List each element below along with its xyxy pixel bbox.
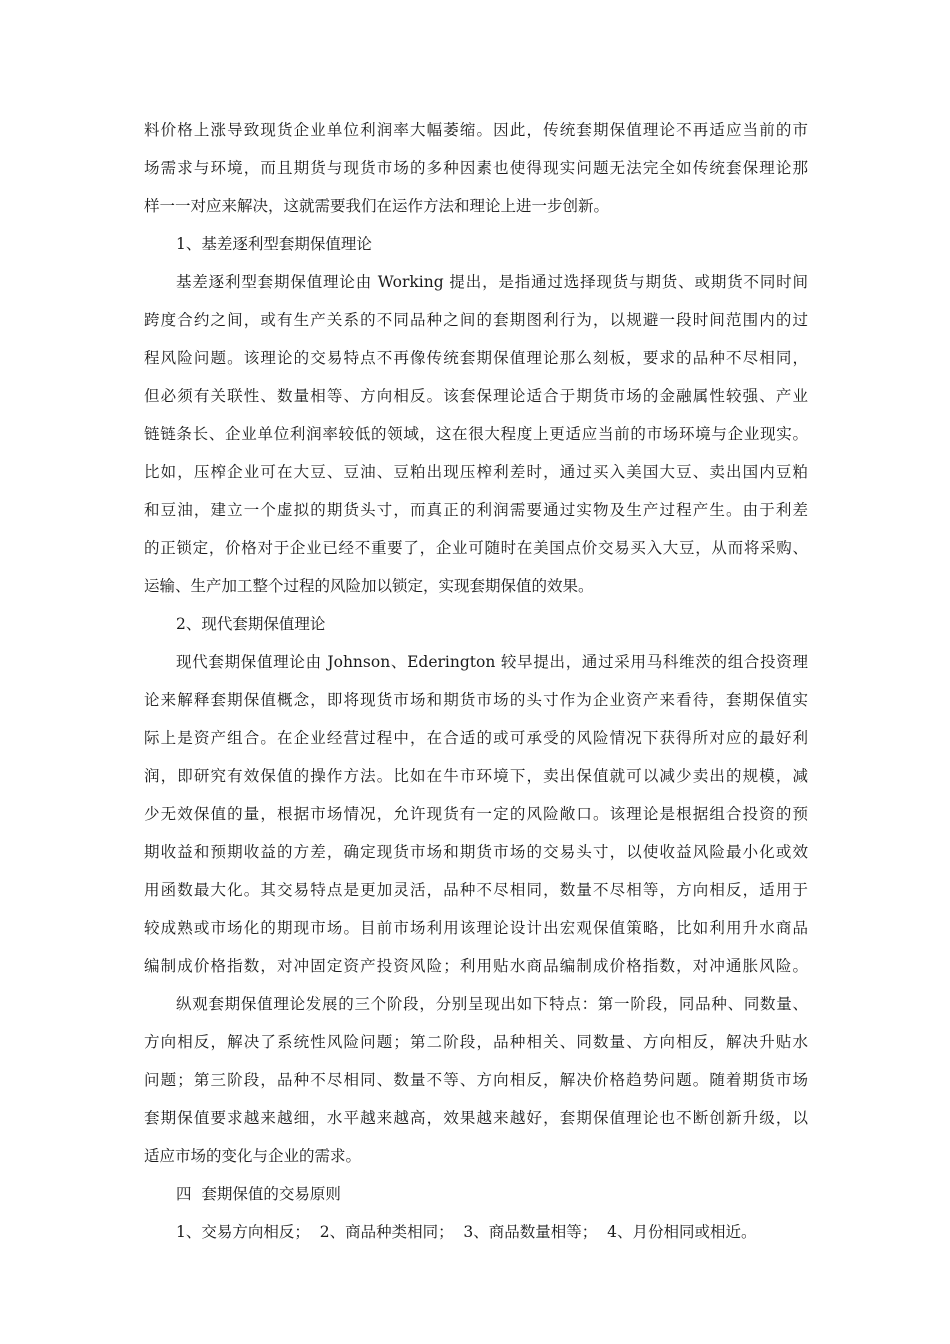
text-line: 问题；第三阶段，品种不尽相同、数量不等、方向相反，解决价格趋势问题。随着期货市场	[144, 1071, 808, 1089]
text-line: 的正锁定，价格对于企业已经不重要了，企业可随时在美国点价交易买入大豆，从而将采购、	[144, 539, 808, 557]
text-line: 场需求与环境，而且期货与现货市场的多种因素也使得现实问题无法完全如传统套保理论那	[144, 159, 808, 177]
text-line: 适应市场的变化与企业的需求。	[144, 1147, 362, 1165]
text-line: 程风险问题。该理论的交易特点不再像传统套期保值理论那么刻板，要求的品种不尽相同，	[144, 349, 808, 367]
text-line: 链链条长、企业单位利润率较低的领域，这在很大程度上更适应当前的市场环境与企业现实。	[144, 425, 808, 443]
text-line: 现代套期保值理论由 Johnson、Ederington 较早提出，通过采用马科维茨的组合投资理	[176, 653, 808, 671]
text-line: 和豆油，建立一个虚拟的期货头寸，而真正的利润需要通过实物及生产过程产生。由于利差	[144, 501, 808, 519]
text-line: 编制成价格指数，对冲固定资产投资风险；利用贴水商品编制成价格指数，对冲通胀风险。	[144, 957, 808, 975]
text-line: 但必须有关联性、数量相等、方向相反。该套保理论适合于期货市场的金融属性较强、产业	[144, 387, 808, 405]
text-line: 少无效保值的量，根据市场情况，允许现货有一定的风险敞口。该理论是根据组合投资的预	[144, 805, 808, 823]
text-line: 运输、生产加工整个过程的风险加以锁定，实现套期保值的效果。	[144, 577, 594, 595]
text-line: 比如，压榨企业可在大豆、豆油、豆粕出现压榨利差时，通过买入美国大豆、卖出国内豆粕	[144, 463, 808, 481]
text-line: 期收益和预期收益的方差，确定现货市场和期货市场的交易头寸，以使收益风险最小化或效	[144, 843, 808, 861]
section-heading-4: 四 套期保值的交易原则	[176, 1185, 341, 1203]
text-line: 跨度合约之间，或有生产关系的不同品种之间的套期图利行为，以规避一段时间范围内的过	[144, 311, 808, 329]
section-heading-1: 1、基差逐利型套期保值理论	[176, 235, 372, 253]
text-line: 套期保值要求越来越细，水平越来越高，效果越来越好，套期保值理论也不断创新升级，以	[144, 1109, 808, 1127]
principles-line: 1、交易方向相反； 2、商品种类相同； 3、商品数量相等； 4、月份相同或相近。	[176, 1223, 757, 1241]
text-line: 用函数最大化。其交易特点是更加灵活，品种不尽相同，数量不尽相等，方向相反，适用于	[144, 881, 808, 899]
text-line: 方向相反，解决了系统性风险问题；第二阶段，品种相关、同数量、方向相反，解决升贴水	[144, 1033, 808, 1051]
text-line: 较成熟或市场化的期现市场。目前市场利用该理论设计出宏观保值策略，比如利用升水商品	[144, 919, 808, 937]
text-line: 润，即研究有效保值的操作方法。比如在牛市环境下，卖出保值就可以减少卖出的规模，减	[144, 767, 808, 785]
section-heading-2: 2、现代套期保值理论	[176, 615, 326, 633]
text-line: 纵观套期保值理论发展的三个阶段，分别呈现出如下特点：第一阶段，同品种、同数量、	[176, 995, 808, 1013]
text-line: 论来解释套期保值概念，即将现货市场和期货市场的头寸作为企业资产来看待，套期保值实	[144, 691, 808, 709]
text-line: 际上是资产组合。在企业经营过程中，在合适的或可承受的风险情况下获得所对应的最好利	[144, 729, 808, 747]
text-line: 料价格上涨导致现货企业单位利润率大幅萎缩。因此，传统套期保值理论不再适应当前的市	[144, 121, 808, 139]
text-line: 基差逐利型套期保值理论由 Working 提出，是指通过选择现货与期货、或期货不同时间	[176, 273, 808, 291]
text-line: 样一一对应来解决，这就需要我们在运作方法和理论上进一步创新。	[144, 197, 610, 215]
